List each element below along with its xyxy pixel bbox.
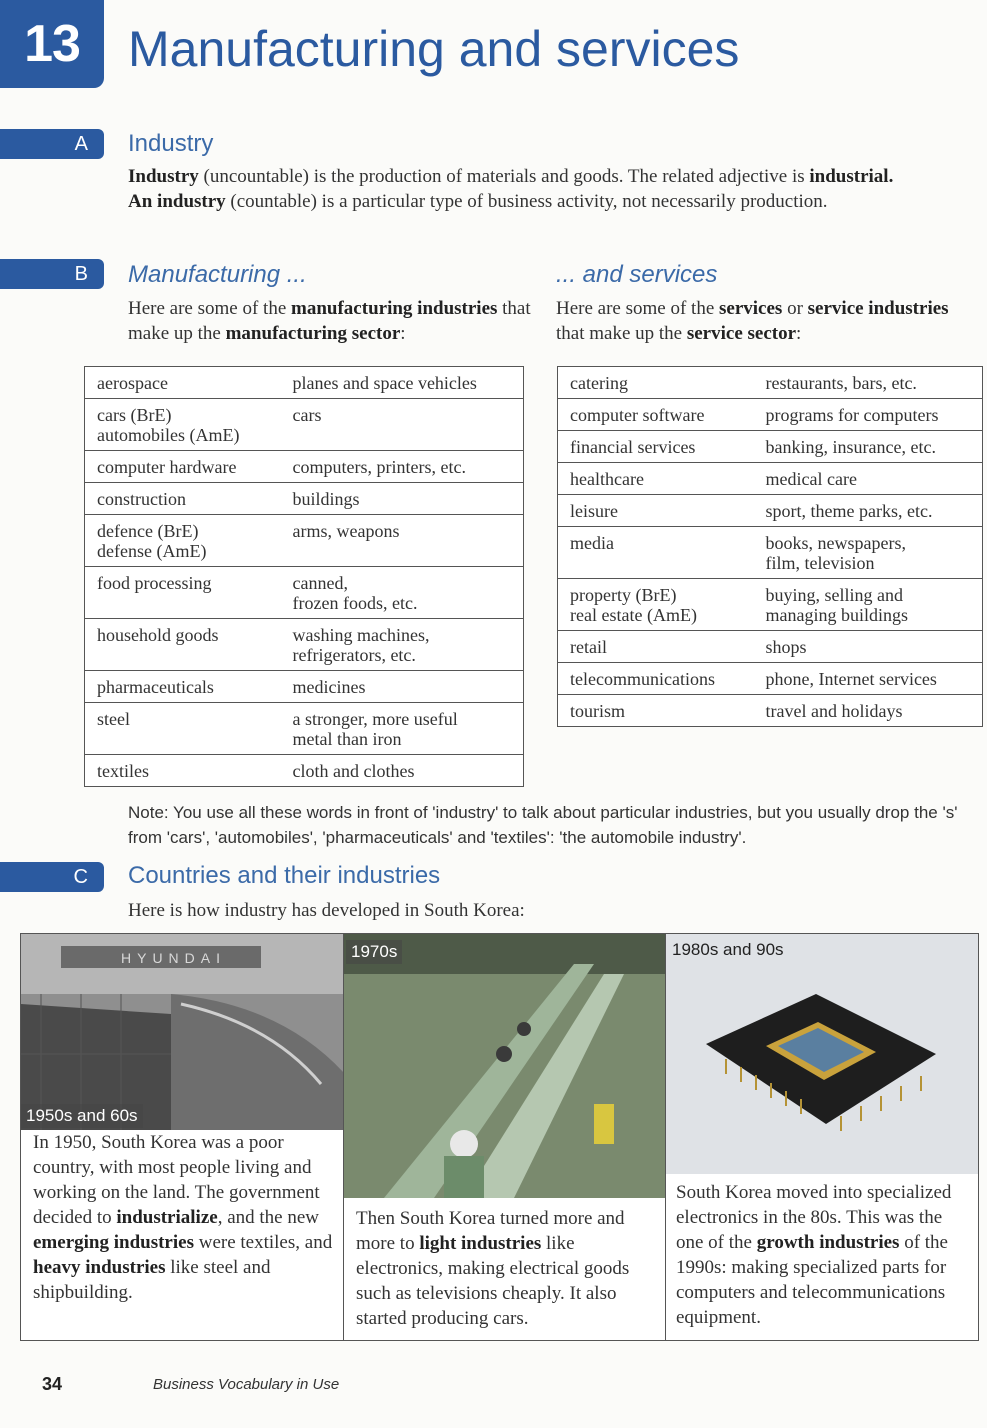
service-description: sport, theme parks, etc.: [754, 495, 983, 527]
panel-1970s: [343, 933, 666, 1341]
manufacturing-term: food processing: [85, 567, 281, 619]
unit-number-badge: 13: [0, 0, 104, 88]
service-description: medical care: [754, 463, 983, 495]
service-description: programs for computers: [754, 399, 983, 431]
section-c-tag: C: [0, 862, 104, 892]
services-heading: ... and services: [556, 261, 718, 288]
service-row: [558, 663, 983, 695]
manufacturing-row: [85, 671, 524, 703]
panel-1970s-caption: Then South Korea turned more and more to light industries like electronics, making electrical goods such as televisions cheaply. It also started producing cars.: [356, 1208, 630, 1329]
manufacturing-row: [85, 619, 524, 671]
factory-photo: [344, 934, 666, 1198]
service-description: travel and holidays: [754, 695, 983, 727]
service-term: property (BrE) real estate (AmE): [558, 579, 754, 631]
section-c-intro: Here is how industry has developed in South Korea:: [128, 900, 525, 921]
panel-1980s: [665, 933, 979, 1341]
panel-1980s-caption: South Korea moved into specialized electronics in the 80s. This was the one of the growth industries of the 1990s: making specialized parts for computers and telecommunications equipment.: [676, 1182, 952, 1328]
manufacturing-intro: Here are some of the manufacturing industries that make up the manufacturing sector:: [128, 298, 531, 344]
manufacturing-row: [85, 367, 524, 399]
manufacturing-description: planes and space vehicles: [281, 367, 524, 399]
manufacturing-term: computer hardware: [85, 451, 281, 483]
service-row: [558, 367, 983, 399]
manufacturing-term: defence (BrE) defense (AmE): [85, 515, 281, 567]
manufacturing-heading: Manufacturing ...: [128, 261, 307, 288]
manufacturing-description: a stronger, more useful metal than iron: [281, 703, 524, 755]
panel-1950s-label: 1950s and 60s: [21, 1104, 143, 1128]
service-row: [558, 695, 983, 727]
panel-1970s-label: 1970s: [346, 940, 402, 964]
manufacturing-table: [84, 366, 524, 787]
manufacturing-description: computers, printers, etc.: [281, 451, 524, 483]
manufacturing-row: [85, 483, 524, 515]
service-term: leisure: [558, 495, 754, 527]
section-a-tag: A: [0, 129, 104, 159]
manufacturing-term: cars (BrE) automobiles (AmE): [85, 399, 281, 451]
microchip-photo: [666, 934, 979, 1174]
manufacturing-term: textiles: [85, 755, 281, 787]
service-description: banking, insurance, etc.: [754, 431, 983, 463]
section-b-tag: B: [0, 259, 104, 289]
usage-note: Note: You use all these words in front of 'industry' to talk about particular industries, but you usually drop the 's' from 'cars', 'automobiles', 'pharmaceuticals' and 'textiles': 'the automobile industry'.: [128, 803, 958, 847]
service-term: telecommunications: [558, 663, 754, 695]
manufacturing-description: cars: [281, 399, 524, 451]
manufacturing-description: washing machines, refrigerators, etc.: [281, 619, 524, 671]
service-description: phone, Internet services: [754, 663, 983, 695]
manufacturing-description: medicines: [281, 671, 524, 703]
service-row: [558, 399, 983, 431]
shipyard-photo: [21, 934, 344, 1130]
manufacturing-description: buildings: [281, 483, 524, 515]
manufacturing-row: [85, 451, 524, 483]
manufacturing-description: cloth and clothes: [281, 755, 524, 787]
service-row: [558, 579, 983, 631]
service-row: [558, 631, 983, 663]
service-row: [558, 431, 983, 463]
section-a-paragraph: Industry (uncountable) is the production of materials and goods. The related adjective is industrial. An industry (countable) is a particular type of business activity, not necessarily production.: [128, 166, 894, 212]
service-term: catering: [558, 367, 754, 399]
manufacturing-row: [85, 703, 524, 755]
panel-1980s-label: 1980s and 90s: [672, 940, 784, 959]
service-term: tourism: [558, 695, 754, 727]
section-c-heading: Countries and their industries: [128, 862, 441, 889]
service-term: media: [558, 527, 754, 579]
manufacturing-term: construction: [85, 483, 281, 515]
manufacturing-term: pharmaceuticals: [85, 671, 281, 703]
manufacturing-term: steel: [85, 703, 281, 755]
manufacturing-description: canned, frozen foods, etc.: [281, 567, 524, 619]
services-intro: Here are some of the services or service industries that make up the service sector:: [556, 298, 949, 344]
hyundai-sign-text: HYUNDAI: [121, 950, 227, 966]
service-term: financial services: [558, 431, 754, 463]
manufacturing-term: aerospace: [85, 367, 281, 399]
panel-1950s: [20, 933, 344, 1341]
service-row: [558, 527, 983, 579]
book-title: Business Vocabulary in Use: [153, 1376, 340, 1393]
service-row: [558, 495, 983, 527]
manufacturing-row: [85, 567, 524, 619]
panel-1950s-caption: In 1950, South Korea was a poor country, with most people living and working on the land. The government decided to industrialize, and the new emerging industries were textiles, and heavy industries like steel and shipbuilding.: [33, 1132, 333, 1303]
service-row: [558, 463, 983, 495]
section-a-heading: Industry: [128, 130, 214, 157]
manufacturing-row: [85, 515, 524, 567]
service-description: restaurants, bars, etc.: [754, 367, 983, 399]
services-table: [557, 366, 983, 727]
page-title: Manufacturing and services: [128, 21, 740, 77]
service-term: retail: [558, 631, 754, 663]
manufacturing-term: household goods: [85, 619, 281, 671]
page-number: 34: [42, 1374, 63, 1394]
service-term: computer software: [558, 399, 754, 431]
service-description: buying, selling and managing buildings: [754, 579, 983, 631]
service-description: shops: [754, 631, 983, 663]
service-term: healthcare: [558, 463, 754, 495]
manufacturing-description: arms, weapons: [281, 515, 524, 567]
service-description: books, newspapers, film, television: [754, 527, 983, 579]
manufacturing-row: [85, 399, 524, 451]
manufacturing-row: [85, 755, 524, 787]
